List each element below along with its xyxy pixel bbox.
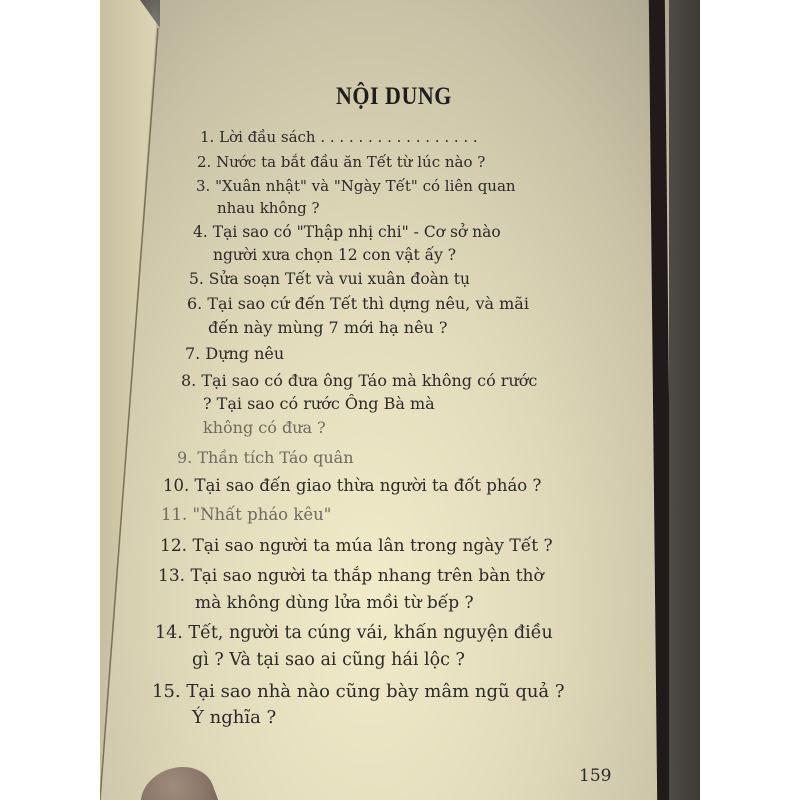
toc-entry-text: người xưa chọn 12 con vật ấy ? bbox=[213, 246, 457, 264]
page-title: NỘI DUNG bbox=[336, 81, 452, 110]
toc-entry bbox=[197, 153, 485, 171]
toc-entry-continuation bbox=[192, 650, 465, 670]
toc-entry-number: 6. bbox=[187, 294, 203, 313]
toc-entry-continuation bbox=[203, 418, 326, 437]
toc-entry bbox=[155, 623, 553, 643]
toc-entry bbox=[185, 344, 284, 363]
toc-entry-text: Tại sao đến giao thừa người ta đốt pháo ? bbox=[194, 476, 542, 495]
toc-entry-text: mà không dùng lửa mồi từ bếp ? bbox=[195, 593, 474, 613]
toc-entry-continuation bbox=[213, 246, 456, 264]
toc-entry-number: 5. bbox=[189, 270, 204, 288]
toc-entry-text: đến này mùng 7 mới hạ nêu ? bbox=[208, 318, 448, 337]
toc-entry-text: Tại sao người ta thắp nhang trên bàn thờ bbox=[190, 566, 544, 586]
toc-entry-number: 10. bbox=[163, 476, 190, 495]
toc-entry-text: Thần tích Táo quân bbox=[197, 448, 354, 467]
toc-entry bbox=[160, 536, 553, 556]
toc-entry bbox=[187, 294, 529, 313]
toc-entry bbox=[193, 223, 501, 241]
toc-entry-number: 11. bbox=[161, 505, 188, 524]
toc-entry bbox=[189, 270, 470, 288]
toc-entry-text: Tại sao có đưa ông Táo mà không có rước bbox=[201, 371, 538, 390]
toc-entry bbox=[158, 566, 544, 586]
toc-entry-number: 12. bbox=[160, 536, 188, 556]
book-page-photo bbox=[100, 0, 700, 800]
toc-entry-number: 1. bbox=[200, 128, 215, 146]
table-of-contents bbox=[100, 0, 700, 800]
toc-entry-text: không có đưa ? bbox=[203, 418, 326, 437]
toc-entry-number: 15. bbox=[152, 681, 181, 702]
page-number: 159 bbox=[579, 766, 612, 786]
toc-entry-continuation bbox=[203, 394, 435, 413]
toc-entry-continuation bbox=[217, 199, 320, 217]
toc-entry bbox=[181, 371, 537, 390]
toc-entry-continuation bbox=[195, 593, 474, 613]
toc-entry-number: 7. bbox=[185, 344, 201, 363]
toc-entry bbox=[163, 476, 541, 495]
toc-entry-number: 2. bbox=[197, 153, 212, 171]
toc-entry-text: Ý nghĩa ? bbox=[192, 707, 277, 728]
toc-entry-text: gì ? Và tại sao ai cũng hái lộc ? bbox=[192, 650, 465, 670]
toc-entry-text: Tại sao có "Thập nhị chi" - Cơ sở nào bbox=[212, 223, 501, 241]
toc-entry-number: 4. bbox=[193, 223, 208, 241]
toc-entry-number: 3. bbox=[196, 177, 211, 195]
toc-entry-text: Nước ta bắt đầu ăn Tết từ lúc nào ? bbox=[216, 153, 486, 171]
toc-entry bbox=[161, 505, 331, 524]
toc-entry-text: Tại sao nhà nào cũng bày mâm ngũ quả ? bbox=[186, 681, 565, 702]
toc-entry-text: Dựng nêu bbox=[205, 344, 285, 363]
toc-entry-text: Tại sao cứ đến Tết thì dựng nêu, và mãi bbox=[207, 294, 529, 313]
toc-entry-continuation bbox=[208, 318, 448, 337]
toc-entry bbox=[200, 128, 478, 146]
toc-entry-text: Lời đầu sách . . . . . . . . . . . . . . . . . bbox=[219, 128, 478, 146]
toc-entry-text: Tết, người ta cúng vái, khấn nguyện điều bbox=[188, 623, 553, 643]
toc-entry-continuation bbox=[192, 707, 276, 728]
toc-entry-number: 8. bbox=[181, 371, 197, 390]
toc-entry bbox=[177, 448, 354, 467]
toc-entry-text: "Xuân nhật" và "Ngày Tết" có liên quan bbox=[215, 177, 516, 195]
toc-entry-number: 14. bbox=[155, 623, 183, 643]
toc-entry-text: Sửa soạn Tết và vui xuân đoàn tụ bbox=[208, 270, 471, 288]
toc-entry-text: Tại sao người ta múa lân trong ngày Tết ? bbox=[192, 536, 553, 556]
toc-entry-number: 9. bbox=[177, 448, 193, 467]
toc-entry bbox=[152, 681, 565, 702]
toc-entry-number: 13. bbox=[158, 566, 186, 586]
toc-entry-text: nhau không ? bbox=[217, 199, 320, 217]
toc-entry-text: "Nhất pháo kêu" bbox=[192, 505, 332, 524]
toc-entry-text: ? Tại sao có rước Ông Bà mà bbox=[203, 394, 435, 413]
toc-entry bbox=[196, 177, 516, 195]
